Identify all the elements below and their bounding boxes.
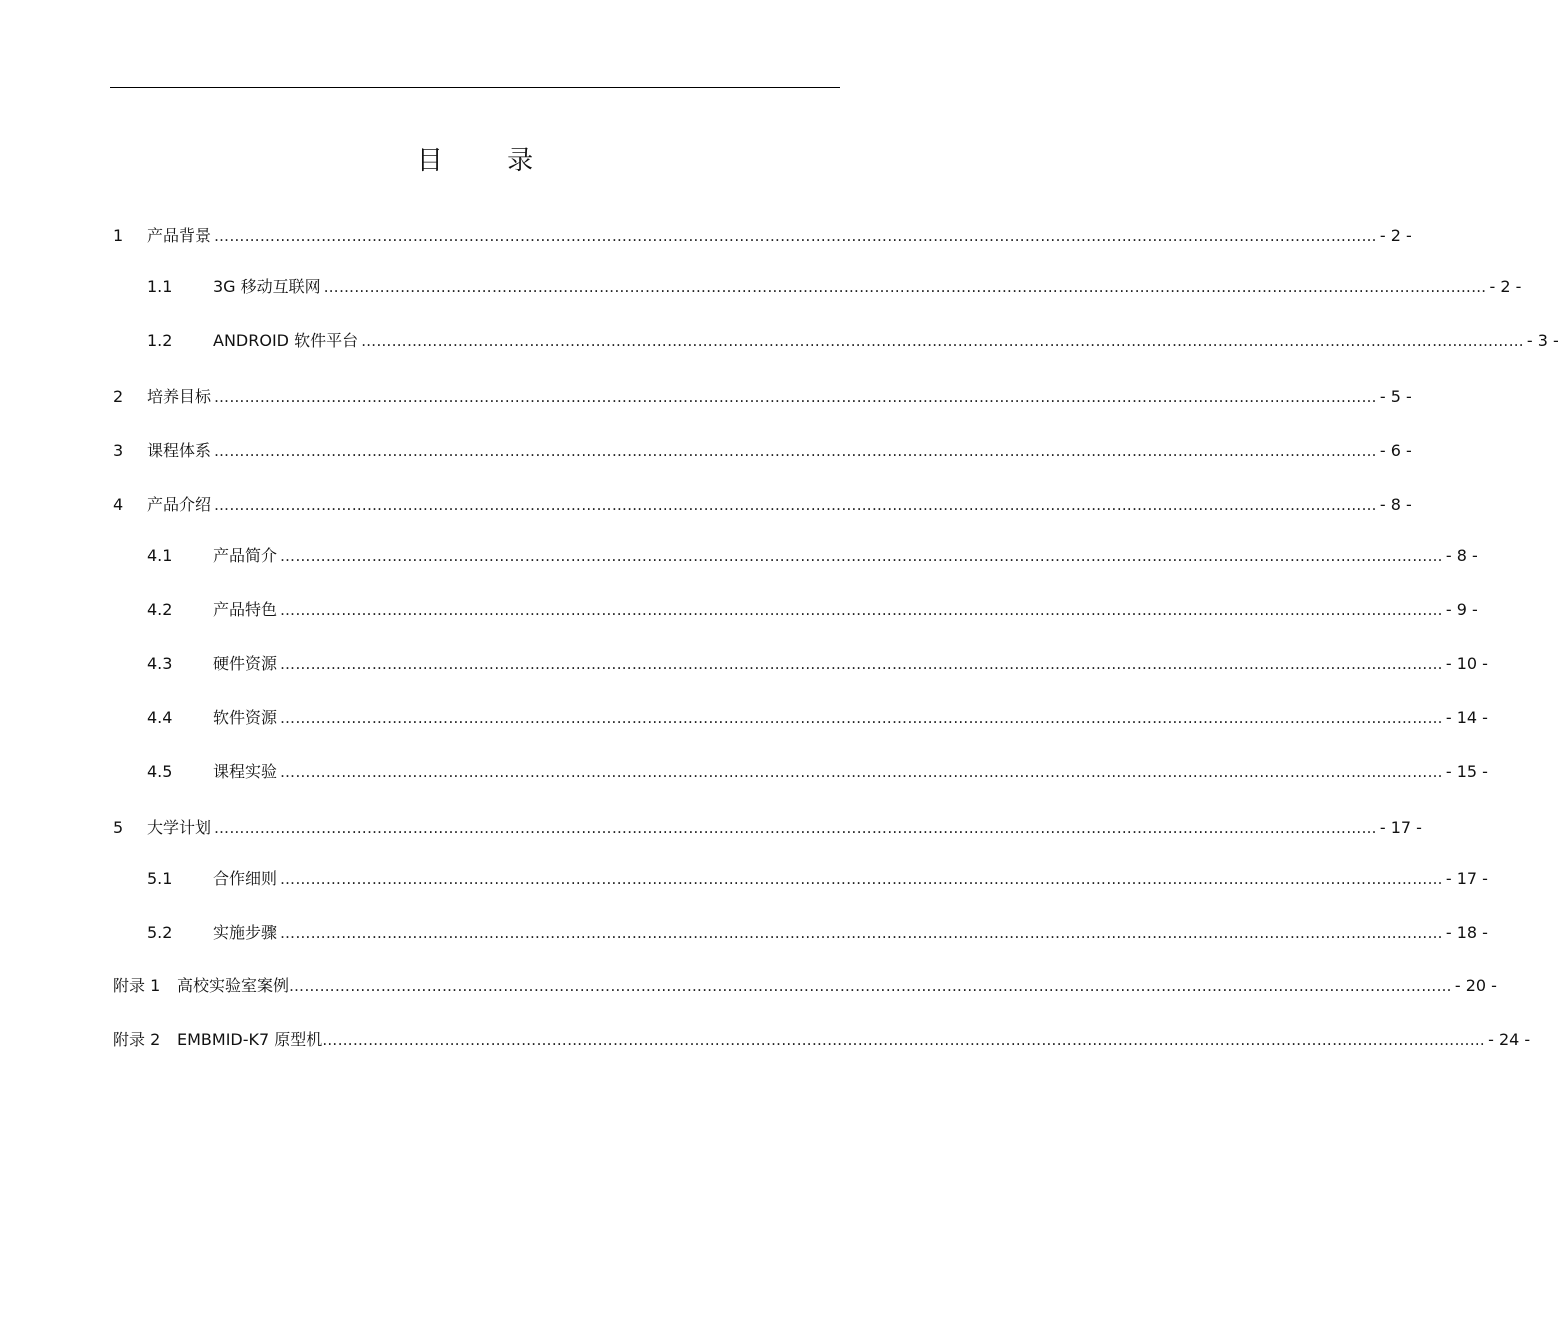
- toc-entry-number: 2: [113, 387, 124, 406]
- toc-title: 目 录: [416, 146, 562, 176]
- toc-entry-label: 课程体系: [147, 441, 212, 460]
- toc-entry-page: - 2 -: [1489, 277, 1522, 296]
- dot-leader: …………………………………………………………………………………………………………………………………………………………………………………………………………: [214, 496, 1377, 514]
- dot-leader: …………………………………………………………………………………………………………………………………………………………………………………………………………: [214, 227, 1377, 245]
- toc-entry-label: ANDROID 软件平台: [213, 331, 359, 350]
- dot-leader: …………………………………………………………………………………………………………………………………………………………………………………………………………: [280, 870, 1443, 888]
- toc-entry-page: - 8 -: [1445, 546, 1478, 565]
- toc-entry-page: - 8 -: [1379, 495, 1412, 514]
- toc-entry-page: - 17 -: [1379, 818, 1422, 837]
- toc-entry[interactable]: [113, 439, 1412, 463]
- toc-entry[interactable]: [147, 544, 1478, 568]
- toc-entry-label: 产品介绍: [147, 495, 212, 514]
- toc-entry-number: 4.3: [147, 654, 173, 673]
- toc-entry[interactable]: [147, 329, 1559, 353]
- toc-entry[interactable]: [113, 224, 1412, 248]
- toc-entry-page: - 9 -: [1445, 600, 1478, 619]
- toc-entry[interactable]: [147, 867, 1488, 891]
- toc-entry-number: 1: [113, 226, 124, 245]
- toc-entry[interactable]: [113, 974, 1497, 998]
- toc-entry-page: - 2 -: [1379, 226, 1412, 245]
- toc-entry-label: 培养目标: [147, 387, 212, 406]
- toc-entry-number: 5.2: [147, 923, 173, 942]
- toc-entry-number: 4.4: [147, 708, 173, 727]
- toc-entry-label: 软件资源: [213, 708, 278, 727]
- toc-entry-number: 5: [113, 818, 124, 837]
- toc-entry-label: 高校实验室案例: [177, 976, 290, 995]
- header-rule: [110, 87, 840, 88]
- dot-leader: …………………………………………………………………………………………………………………………………………………………………………………………………………: [214, 388, 1377, 406]
- toc-entry-number: 5.1: [147, 869, 173, 888]
- dot-leader: …………………………………………………………………………………………………………………………………………………………………………………………………………: [280, 655, 1443, 673]
- toc-entry-label: 产品特色: [213, 600, 278, 619]
- toc-entry-number: 4.5: [147, 762, 173, 781]
- toc-entry-number: 3: [113, 441, 124, 460]
- toc-entry-label: 大学计划: [147, 818, 212, 837]
- dot-leader: …………………………………………………………………………………………………………………………………………………………………………………………………………: [280, 763, 1443, 781]
- toc-entry-page: - 10 -: [1445, 654, 1488, 673]
- dot-leader: …………………………………………………………………………………………………………………………………………………………………………………………………………: [361, 332, 1524, 350]
- dot-leader: …………………………………………………………………………………………………………………………………………………………………………………………………………: [280, 547, 1443, 565]
- dot-leader: …………………………………………………………………………………………………………………………………………………………………………………………………………: [214, 442, 1377, 460]
- toc-entry[interactable]: [147, 921, 1488, 945]
- dot-leader: …………………………………………………………………………………………………………………………………………………………………………………………………………: [280, 924, 1443, 942]
- toc-entry-page: - 6 -: [1379, 441, 1412, 460]
- toc-entry[interactable]: [147, 598, 1478, 622]
- dot-leader: …………………………………………………………………………………………………………………………………………………………………………………………………………: [214, 819, 1377, 837]
- toc-entry-label: EMBMID-K7 原型机: [177, 1030, 323, 1049]
- toc-entry-page: - 15 -: [1445, 762, 1488, 781]
- toc-entry-label: 产品背景: [147, 226, 212, 245]
- toc-entry[interactable]: [147, 706, 1488, 730]
- toc-entry-page: - 20 -: [1454, 976, 1497, 995]
- toc-entry[interactable]: [147, 652, 1488, 676]
- toc-entry-page: - 17 -: [1445, 869, 1488, 888]
- toc-entry[interactable]: [113, 816, 1422, 840]
- toc-entry-label: 3G 移动互联网: [213, 277, 321, 296]
- toc-entry-label: 合作细则: [213, 869, 278, 888]
- toc-entry-number: 4: [113, 495, 124, 514]
- toc-entry-page: - 3 -: [1526, 331, 1559, 350]
- dot-leader: …………………………………………………………………………………………………………………………………………………………………………………………………………: [322, 1031, 1486, 1049]
- toc-entry-number: 附录 2: [113, 1030, 161, 1049]
- toc-entry[interactable]: [147, 760, 1488, 784]
- dot-leader: …………………………………………………………………………………………………………………………………………………………………………………………………………: [280, 601, 1443, 619]
- toc-entry-number: 附录 1: [113, 976, 161, 995]
- toc-entry-page: - 14 -: [1445, 708, 1488, 727]
- toc-entry[interactable]: [113, 385, 1412, 409]
- toc-entry-number: 4.2: [147, 600, 173, 619]
- toc-entry-page: - 5 -: [1379, 387, 1412, 406]
- toc-entry-label: 硬件资源: [213, 654, 278, 673]
- toc-entry[interactable]: [147, 275, 1522, 299]
- toc-entry-page: - 24 -: [1488, 1030, 1531, 1049]
- toc-entry-number: 1.1: [147, 277, 173, 296]
- toc-entry-page: - 18 -: [1445, 923, 1488, 942]
- toc-entry-label: 实施步骤: [213, 923, 278, 942]
- toc-entry[interactable]: [113, 493, 1412, 517]
- toc-entry-label: 课程实验: [213, 762, 278, 781]
- toc-entry-number: 4.1: [147, 546, 173, 565]
- toc-entry-number: 1.2: [147, 331, 173, 350]
- toc-entry[interactable]: [113, 1028, 1531, 1052]
- dot-leader: …………………………………………………………………………………………………………………………………………………………………………………………………………: [323, 278, 1487, 296]
- dot-leader: …………………………………………………………………………………………………………………………………………………………………………………………………………: [289, 977, 1452, 995]
- toc-entry-label: 产品简介: [213, 546, 278, 565]
- dot-leader: …………………………………………………………………………………………………………………………………………………………………………………………………………: [280, 709, 1443, 727]
